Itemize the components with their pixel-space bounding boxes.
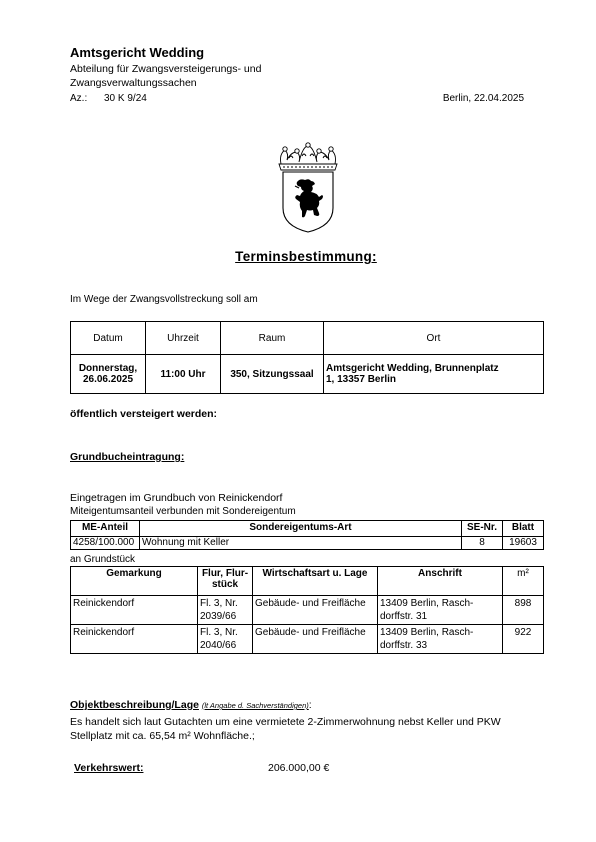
auction-text: öffentlich versteigert werden:	[70, 408, 218, 420]
col-anschrift: Anschrift	[378, 567, 503, 596]
blatt-value: 19603	[503, 537, 544, 550]
flur-line-2: 2040/66	[200, 640, 237, 651]
col-uhrzeit: Uhrzeit	[146, 322, 221, 355]
appointment-row	[71, 355, 544, 394]
col-ort: Ort	[324, 322, 544, 355]
ownership-header-row	[71, 521, 544, 537]
case-number-value: 30 K 9/24	[104, 93, 147, 104]
sondereigentum-value: Wohnung mit Keller	[140, 537, 462, 550]
plot-table	[70, 566, 544, 654]
document-title: Terminsbestimmung:	[235, 249, 377, 264]
appointment-place	[324, 355, 544, 394]
appointment-table	[70, 321, 544, 394]
appointment-date	[71, 355, 146, 394]
berlin-bear-crest-icon	[275, 142, 341, 234]
co-ownership-text: Miteigentumsanteil verbunden mit Sondereigentum	[70, 506, 296, 517]
intro-text: Im Wege der Zwangsvollstreckung soll am	[70, 294, 258, 305]
col-wirtschaftsart: Wirtschaftsart u. Lage	[253, 567, 378, 596]
me-anteil-value: 4258/100.000	[71, 537, 140, 550]
flur-line-1: Fl. 3, Nr.	[200, 598, 238, 609]
plot-row	[71, 625, 544, 654]
court-name: Amtsgericht Wedding	[70, 45, 205, 60]
appointment-date-line-1: Donnerstag,	[78, 363, 138, 374]
appointment-room: 350, Sitzungssaal	[221, 355, 324, 394]
plot-intro: an Grundstück	[70, 554, 136, 565]
col-raum: Raum	[221, 322, 324, 355]
col-m2: m²	[503, 567, 544, 596]
m2-value: 898	[503, 596, 544, 625]
wirtschaftsart-value: Gebäude- und Freifläche	[253, 625, 378, 654]
case-number-label: Az.:	[70, 93, 88, 104]
col-flur	[198, 567, 253, 596]
case-number	[70, 93, 147, 104]
appointment-date-line-2: 26.06.2025	[82, 374, 134, 385]
anschrift-value	[378, 596, 503, 625]
place-date: Berlin, 22.04.2025	[442, 93, 524, 104]
plot-row	[71, 596, 544, 625]
grundbuch-heading: Grundbucheintragung:	[70, 451, 185, 463]
col-blatt: Blatt	[503, 521, 544, 537]
department	[70, 62, 330, 90]
anschrift-line-1: 13409 Berlin, Rasch-	[380, 627, 474, 638]
flur-line-2: 2039/66	[200, 611, 237, 622]
appointment-header-row	[71, 322, 544, 355]
appointment-time: 11:00 Uhr	[146, 355, 221, 394]
department-line-1: Abteilung für Zwangsversteigerungs- und	[70, 63, 262, 75]
object-description	[70, 715, 550, 743]
object-heading-suffix: :	[308, 699, 312, 711]
col-se-nr: SE-Nr.	[462, 521, 503, 537]
registered-text: Eingetragen im Grundbuch von Reinickendorf	[70, 492, 283, 504]
object-heading-note: (lt Angabe d. Sachverständigen)	[201, 701, 309, 710]
object-heading-label: Objektbeschreibung/Lage	[70, 699, 199, 711]
object-description-line-2: Stellplatz mit ca. 65,54 m² Wohnfläche.;	[70, 730, 255, 742]
col-gemarkung: Gemarkung	[71, 567, 198, 596]
flur-line-1: Fl. 3, Nr.	[200, 627, 238, 638]
market-value: 206.000,00 €	[268, 762, 330, 774]
market-value-label: Verkehrswert:	[74, 762, 144, 774]
ownership-row	[71, 537, 544, 550]
col-flur-line-1: Flur, Flur-	[201, 568, 249, 579]
department-line-2: Zwangsverwaltungssachen	[70, 77, 197, 89]
anschrift-line-1: 13409 Berlin, Rasch-	[380, 598, 474, 609]
flur-value	[198, 625, 253, 654]
col-me-anteil: ME-Anteil	[71, 521, 140, 537]
col-datum: Datum	[71, 322, 146, 355]
appointment-place-line-1: Amtsgericht Wedding, Brunnenplatz	[326, 363, 499, 374]
flur-value	[198, 596, 253, 625]
gemarkung-value: Reinickendorf	[71, 596, 198, 625]
m2-value: 922	[503, 625, 544, 654]
appointment-place-line-2: 1, 13357 Berlin	[326, 374, 397, 385]
ownership-table	[70, 520, 544, 550]
col-sondereigentum: Sondereigentums-Art	[140, 521, 462, 537]
object-heading	[70, 699, 312, 711]
se-nr-value: 8	[462, 537, 503, 550]
anschrift-value	[378, 625, 503, 654]
wirtschaftsart-value: Gebäude- und Freifläche	[253, 596, 378, 625]
gemarkung-value: Reinickendorf	[71, 625, 198, 654]
anschrift-line-2: dorffstr. 31	[380, 611, 428, 622]
col-flur-line-2: stück	[211, 579, 239, 590]
object-description-line-1: Es handelt sich laut Gutachten um eine vermietete 2-Zimmerwohnung nebst Keller und PKW	[70, 716, 501, 728]
anschrift-line-2: dorffstr. 33	[380, 640, 428, 651]
plot-header-row	[71, 567, 544, 596]
